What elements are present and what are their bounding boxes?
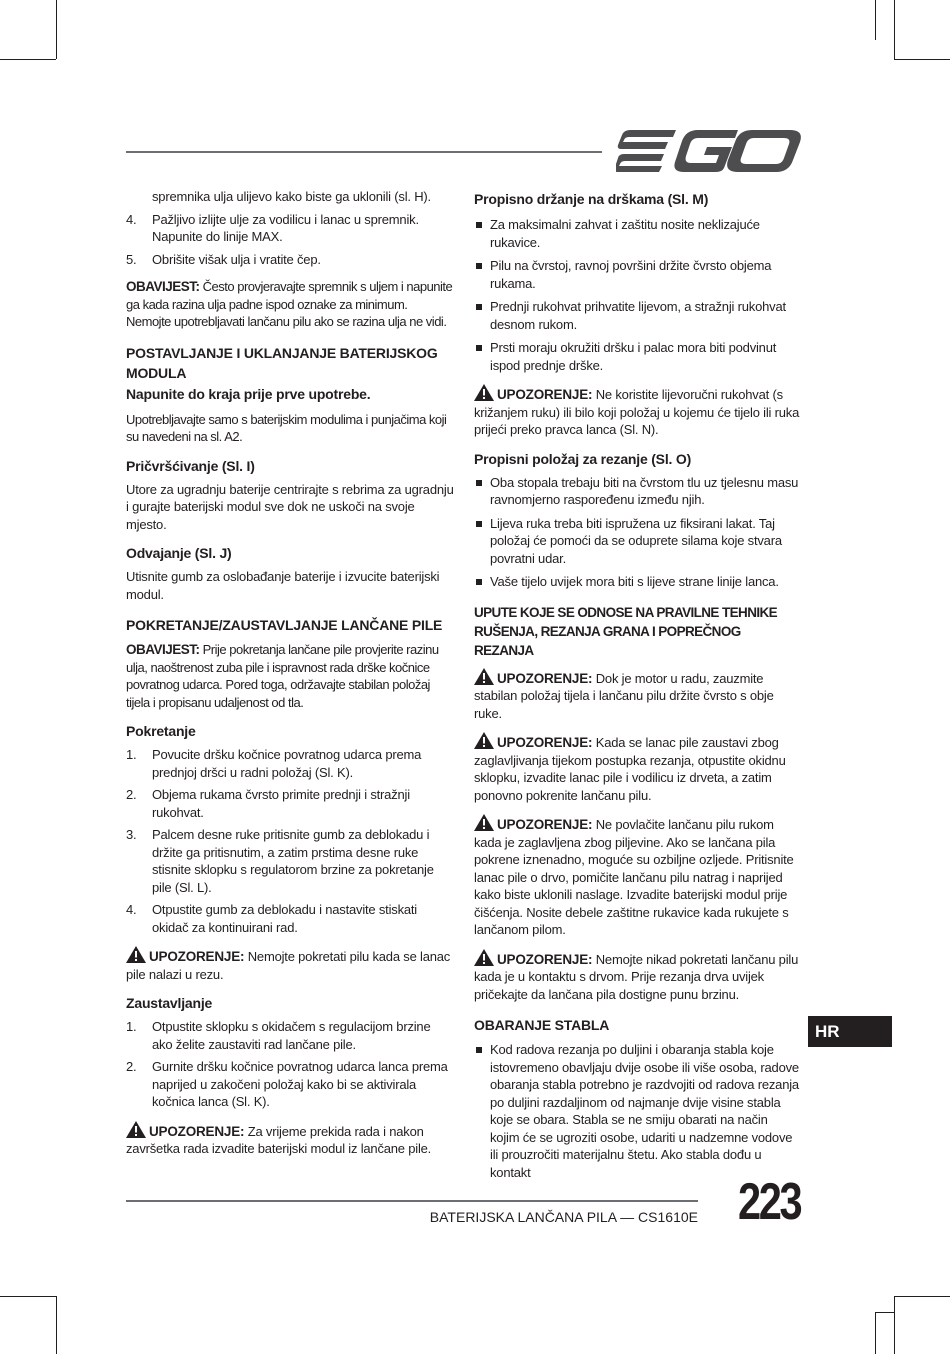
subsection-heading: Odvajanje (Sl. J) [126,545,232,561]
subsection-heading: Propisni položaj za rezanje (Sl. O) [474,450,692,467]
ego-logo [616,128,801,172]
warning-icon [126,1121,146,1138]
warning-icon [474,668,494,685]
section-heading: UPUTE KOJE SE ODNOSE NA PRAVILNE TEHNIKE RUŠENJA, REZANJA GRANA I POPREČNOG REZANJA [474,604,778,658]
warning-paragraph: UPOZORENJE: Dok je motor u radu, zauzmite stabilan položaj tijela i lančanu pilu držite čvrsto s obje ruke. [474,668,800,723]
list-item: 1. Otpustite sklopku s okidačem s regulacijom brzine ako želite zaustaviti rad lančane pile. [126,1019,431,1052]
paragraph: Utisnite gumb za oslobađanje baterije i izvucite baterijski modul. [126,569,440,602]
language-tab: HR [808,1016,892,1047]
crop-mark [0,59,56,60]
crop-mark [894,1296,950,1297]
warning-icon [474,814,494,831]
page-number: 223 [738,1173,801,1231]
list-item: Za maksimalni zahvat i zaštitu nosite neklizajuće rukavice. [474,216,800,251]
oil-steps-list [126,211,454,269]
grip-list [474,216,800,374]
warning-paragraph: UPOZORENJE: Za vrijeme prekida rada i nakon završetka rada izvadite baterijski modul iz lančane pile. [126,1121,454,1158]
list-item: 4. Pažljivo izlijte ulje za vodilicu i lanac u spremnik. Napunite do linije MAX. [126,211,419,244]
crop-mark [875,1312,895,1313]
crop-mark [0,1296,56,1297]
list-item: Oba stopala trebaju biti na čvrstom tlu uz tjelesnu masu ravnomjerno raspoređenu između njih. [474,474,800,509]
footer-rule [126,1200,698,1202]
left-column [126,188,454,1168]
step-continuation: spremnika ulja ulijevo kako biste ga uklonili (sl. H). [152,189,431,204]
section-heading: OBARANJE STABLA [474,1017,610,1033]
crop-mark [56,0,57,59]
warning-icon [474,732,494,749]
start-steps-list [126,746,454,936]
crop-mark [56,1296,57,1354]
warning-paragraph: UPOZORENJE: Kada se lanac pile zaustavi zbog zaglavljivanja tijekom postupka rezanja, otpustite okidnu sklopku, izvadite lanac pile i vodilicu iz drveta, a zatim ponovno pokrenite lančanu pilu. [474,732,800,804]
crop-mark [894,1296,895,1354]
list-item: Pilu na čvrstoj, ravnoj površini držite čvrsto objema rukama. [474,257,800,292]
section-heading: POSTAVLJANJE I UKLANJANJE BATERIJSKOG MODULA [126,344,438,381]
subsection-heading: Pričvršćivanje (Sl. I) [126,457,255,474]
list-item: 2. Gurnite dršku kočnice povratnog udarca lanca prema naprijed u zakočeni položaj kako bi se aktivirala kočnica lanca (Sl. K). [126,1059,448,1109]
warning-icon [474,384,494,401]
section-heading: POKRETANJE/ZAUSTAVLJANJE LANČANE PILE [126,617,443,633]
paragraph: Utore za ugradnju baterije centrirajte s rebrima za ugradnju i gurajte baterijski modul sve dok ne uskoči na svoje mjesto. [126,481,454,532]
footer-title: BATERIJSKA LANČANA PILA — CS1610E [429,1209,698,1225]
subsection-heading: Zaustavljanje [126,995,213,1011]
warning-paragraph: UPOZORENJE: Ne koristite lijevoručni rukohvat (s križanjem ruku) ili bilo koji položaj u kojemu će tijelo ili ruka prijeći preko pravca lanca (Sl. N). [474,384,800,439]
crop-mark [875,0,876,40]
stance-list [474,474,800,591]
crop-mark [894,59,950,60]
warning-paragraph: UPOZORENJE: Ne povlačite lančanu pilu rukom kada je zaglavljena zbog piljevine. Ako se lančana pila pokrene iznenadno, moguće su ozbiljne ozljede. Pritisnite lanac pile o drvo, pomičite lančanu pilu natrag i naprijed kako biste uklonili naslage. Izvadite baterijski modul prije čišćenja. Nosite debele zaštitne rukavice kada rukujete s lančanom pilom. [474,814,800,939]
warning-paragraph: UPOZORENJE: Nemojte pokretati pilu kada se lanac pile nalazi u rezu. [126,946,454,983]
crop-mark [894,0,895,59]
subsection-heading: Pokretanje [126,723,196,739]
warning-icon [126,946,146,963]
list-item: 1. Povucite dršku kočnice povratnog udarca prema prednjoj dršci u radni položaj (Sl. K). [126,747,422,780]
right-column [474,188,800,1191]
paragraph: Upotrebljavajte samo s baterijskim modulima i punjačima koji su navedeni na sl. A2. [126,411,447,444]
warning-icon [474,949,494,966]
list-item: Vaše tijelo uvijek mora biti s lijeve strane linije lanca. [474,573,800,591]
notice-paragraph: OBAVIJEST: Prije pokretanja lančane pile provjerite razinu ulja, naoštrenost zuba pile i ispravnost rada drške kočnice povratnog udarca. Pored toga, održavajte stabilan položaj tijela i propisanu udaljenost od tla. [126,642,439,710]
list-item: 3. Palcem desne ruke pritisnite gumb za deblokadu i držite ga pritisnutim, a zatim prstima desne ruke stisnite sklopku s regulatorom brzine za pokretanje pile (Sl. L). [126,827,434,895]
list-item: 4. Otpustite gumb za deblokadu i nastavite stiskati okidač za kontinuirani rad. [126,902,417,935]
stop-steps-list [126,1018,454,1111]
list-item: Prsti moraju okružiti dršku i palac mora biti podvinut ispod prednje drške. [474,339,800,374]
notice-paragraph: OBAVIJEST: Često provjeravajte spremnik s uljem i napunite ga kada razina ulja padne ispod oznake za minimum. Nemojte upotrebljavati lančanu pilu ako se razina ulja ne vidi. [126,279,453,329]
header-rule [126,151,602,153]
subsection-heading: Propisno držanje na drškama (Sl. M) [474,191,709,207]
list-item: Lijeva ruka treba biti ispružena uz fiksirani lakat. Taj položaj će pomoći da se oduprete silama koje stvara povratni udar. [474,515,800,568]
list-item: 2. Objema rukama čvrsto primite prednji i stražnji rukohvat. [126,787,410,820]
list-item: 5. Obrišite višak ulja i vratite čep. [126,251,321,267]
felling-list [474,1041,800,1181]
crop-mark [875,1312,876,1354]
warning-paragraph: UPOZORENJE: Nemojte nikad pokretati lančanu pilu kada je u kontaktu s drvom. Prije rezanja drva uvijek pričekajte da lančana pila dostigne punu brzinu. [474,949,800,1004]
section-subheading: Napunite do kraja prije prve upotrebe. [126,385,371,402]
list-item: Kod radova rezanja po duljini i obaranja stabla koje istovremeno obavljaju dvije osobe ili više osoba, radove obaranja stabla potrebno je razdvojiti od radova rezanja po duljini razdaljinom od najmanje dvije visine stabla koje se obara. Stabla se ne smiju obarati na način kojim će se ugroziti osobe, udariti u nadzemne vodove ili prouzročiti materijalnu štetu. Ako stabla dođu u kontakt [474,1041,800,1181]
list-item: Prednji rukohvat prihvatite lijevom, a stražnji rukohvat desnom rukom. [474,298,800,333]
